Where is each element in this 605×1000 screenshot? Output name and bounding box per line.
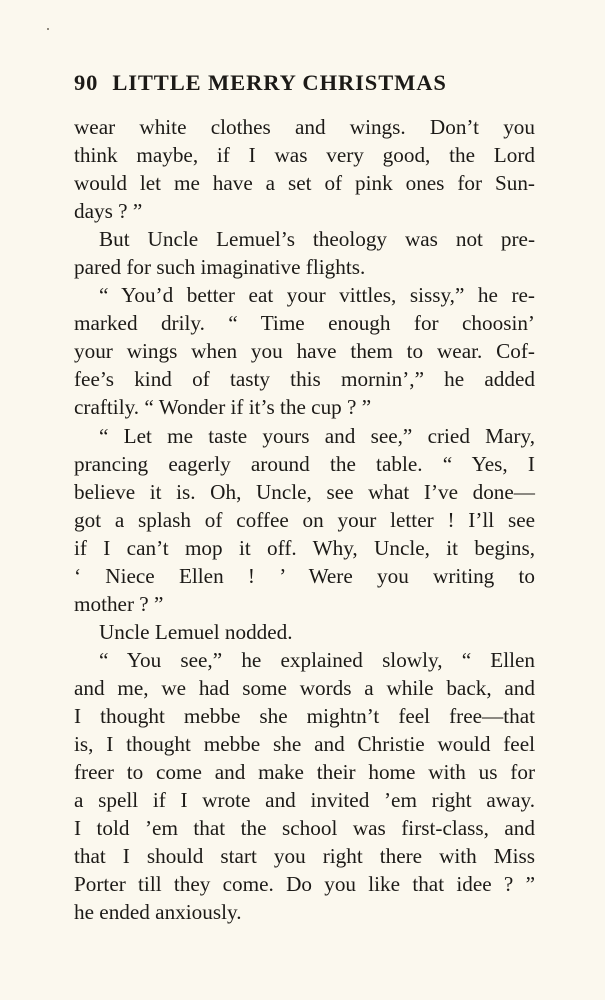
text-line: would let me have a set of pink ones for Sun- [74,171,535,196]
text-line: if I can’t mop it off. Why, Uncle, it begins, [74,535,535,560]
text-line: I thought mebbe she mightn’t feel free—that [74,703,535,728]
running-header [74,66,534,100]
text-line: But Uncle Lemuel’s theology was not pre- [99,227,535,252]
text-line: mother ? ” [74,591,164,616]
text-line: pared for such imaginative flights. [74,255,366,280]
text-line: believe it is. Oh, Uncle, see what I’ve done— [74,479,535,504]
text-line: he ended anxiously. [74,900,242,925]
text-line: “ You see,” he explained slowly, “ Ellen [99,647,535,672]
text-line: wear white clothes and wings. Don’t you [74,115,535,139]
text-line: “ You’d better eat your vittles, sissy,” he re- [99,283,535,308]
book-title: LITTLE MERRY CHRISTMAS [112,70,447,95]
text-line: prancing eagerly around the table. “ Yes, I [74,451,535,476]
text-line: days ? ” [74,199,143,224]
text-line: Porter till they come. Do you like that idee ? ” [74,872,535,897]
text-line: a spell if I wrote and invited ’em right away. [74,788,535,813]
text-line: that I should start you right there with Miss [74,844,535,869]
text-line: craftily. “ Wonder if it’s the cup ? ” [74,395,372,420]
text-line: freer to come and make their home with us for [74,760,535,785]
text-line: is, I thought mebbe she and Christie would feel [74,732,535,757]
text-line: your wings when you have them to wear. Cof- [74,339,535,364]
page-number: 90 [74,70,99,95]
body-text [74,113,535,926]
text-line: and me, we had some words a while back, and [74,675,535,700]
text-line: fee’s kind of tasty this mornin’,” he added [74,367,535,392]
text-line: think maybe, if I was very good, the Lord [74,143,535,168]
text-line: I told ’em that the school was first-class, and [74,816,535,841]
text-line: Uncle Lemuel nodded. [99,619,293,644]
text-line: “ Let me taste yours and see,” cried Mary, [99,423,535,448]
text-line: ‘ Niece Ellen ! ’ Were you writing to [74,563,535,588]
text-line: got a splash of coffee on your letter ! I’ll see [74,507,535,532]
print-speck [47,28,49,30]
text-line: marked drily. “ Time enough for choosin’ [74,311,535,336]
